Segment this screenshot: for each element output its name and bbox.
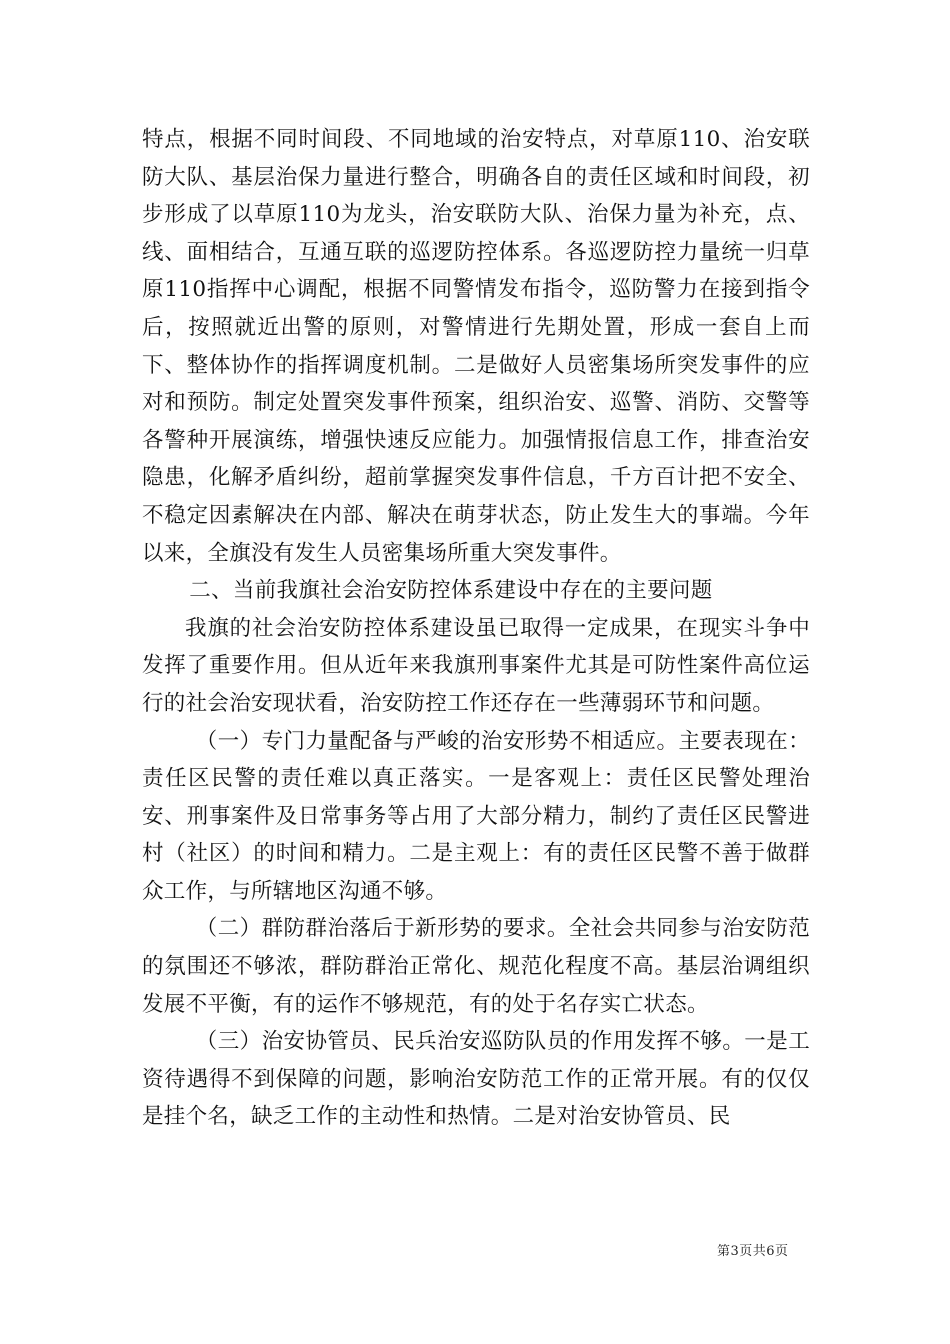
document-body bbox=[142, 121, 810, 1136]
paragraph-subsection-3: （三）治安协管员、民兵治安巡防队员的作用发挥不够。一是工资待遇得不到保障的问题，影响治安防范工作的正常开展。有的仅仅是挂个名，缺乏工作的主动性和热情。二是对治安协管员、民 bbox=[142, 1029, 810, 1130]
paragraph-subsection-2: （二）群防群治落后于新形势的要求。全社会共同参与治安防范的氛围还不够浓，群防群治正常化、规范化程度不高。基层治调组织发展不平衡，有的运作不够规范，有的处于名存实亡状态。 bbox=[142, 916, 810, 1017]
section-heading: 二、当前我旗社会治安防控体系建设中存在的主要问题 bbox=[189, 578, 713, 604]
paragraph-continuation: 特点，根据不同时间段、不同地域的治安特点，对草原110、治安联防大队、基层治保力量进行整合，明确各自的责任区域和时间段，初步形成了以草原110为龙头，治安联防大队、治保力量为补充，点、线、面相结合，互通互联的巡逻防控体系。各巡逻防控力量统一归草原110指挥中心调配，根据不同警情发布指令，巡防警力在接到指令后，按照就近出警的原则，对警情进行先期处置，形成一套自上而下、整体协作的指挥调度机制。二是做好人员密集场所突发事件的应对和预防。制定处置突发事件预案，组织治安、巡警、消防、交警等各警种开展演练，增强快速反应能力。加强情报信息工作，排查治安隐患，化解矛盾纠纷，超前掌握突发事件信息，千方百计把不安全、不稳定因素解决在内部、解决在萌芽状态，防止发生大的事端。今年以来，全旗没有发生人员密集场所重大突发事件。 bbox=[142, 127, 810, 566]
page-number-footer: 第3页共6页 bbox=[717, 1244, 789, 1259]
paragraph-body: 我旗的社会治安防控体系建设虽已取得一定成果，在现实斗争中发挥了重要作用。但从近年来我旗刑事案件尤其是可防性案件高位运行的社会治安现状看，治安防控工作还存在一些薄弱环节和问题。 bbox=[142, 615, 810, 716]
paragraph-subsection-1: （一）专门力量配备与严峻的治安形势不相适应。主要表现在：责任区民警的责任难以真正落实。一是客观上：责任区民警处理治安、刑事案件及日常事务等占用了大部分精力，制约了责任区民警进村（社区）的时间和精力。二是主观上：有的责任区民警不善于做群众工作，与所辖地区沟通不够。 bbox=[142, 728, 810, 904]
